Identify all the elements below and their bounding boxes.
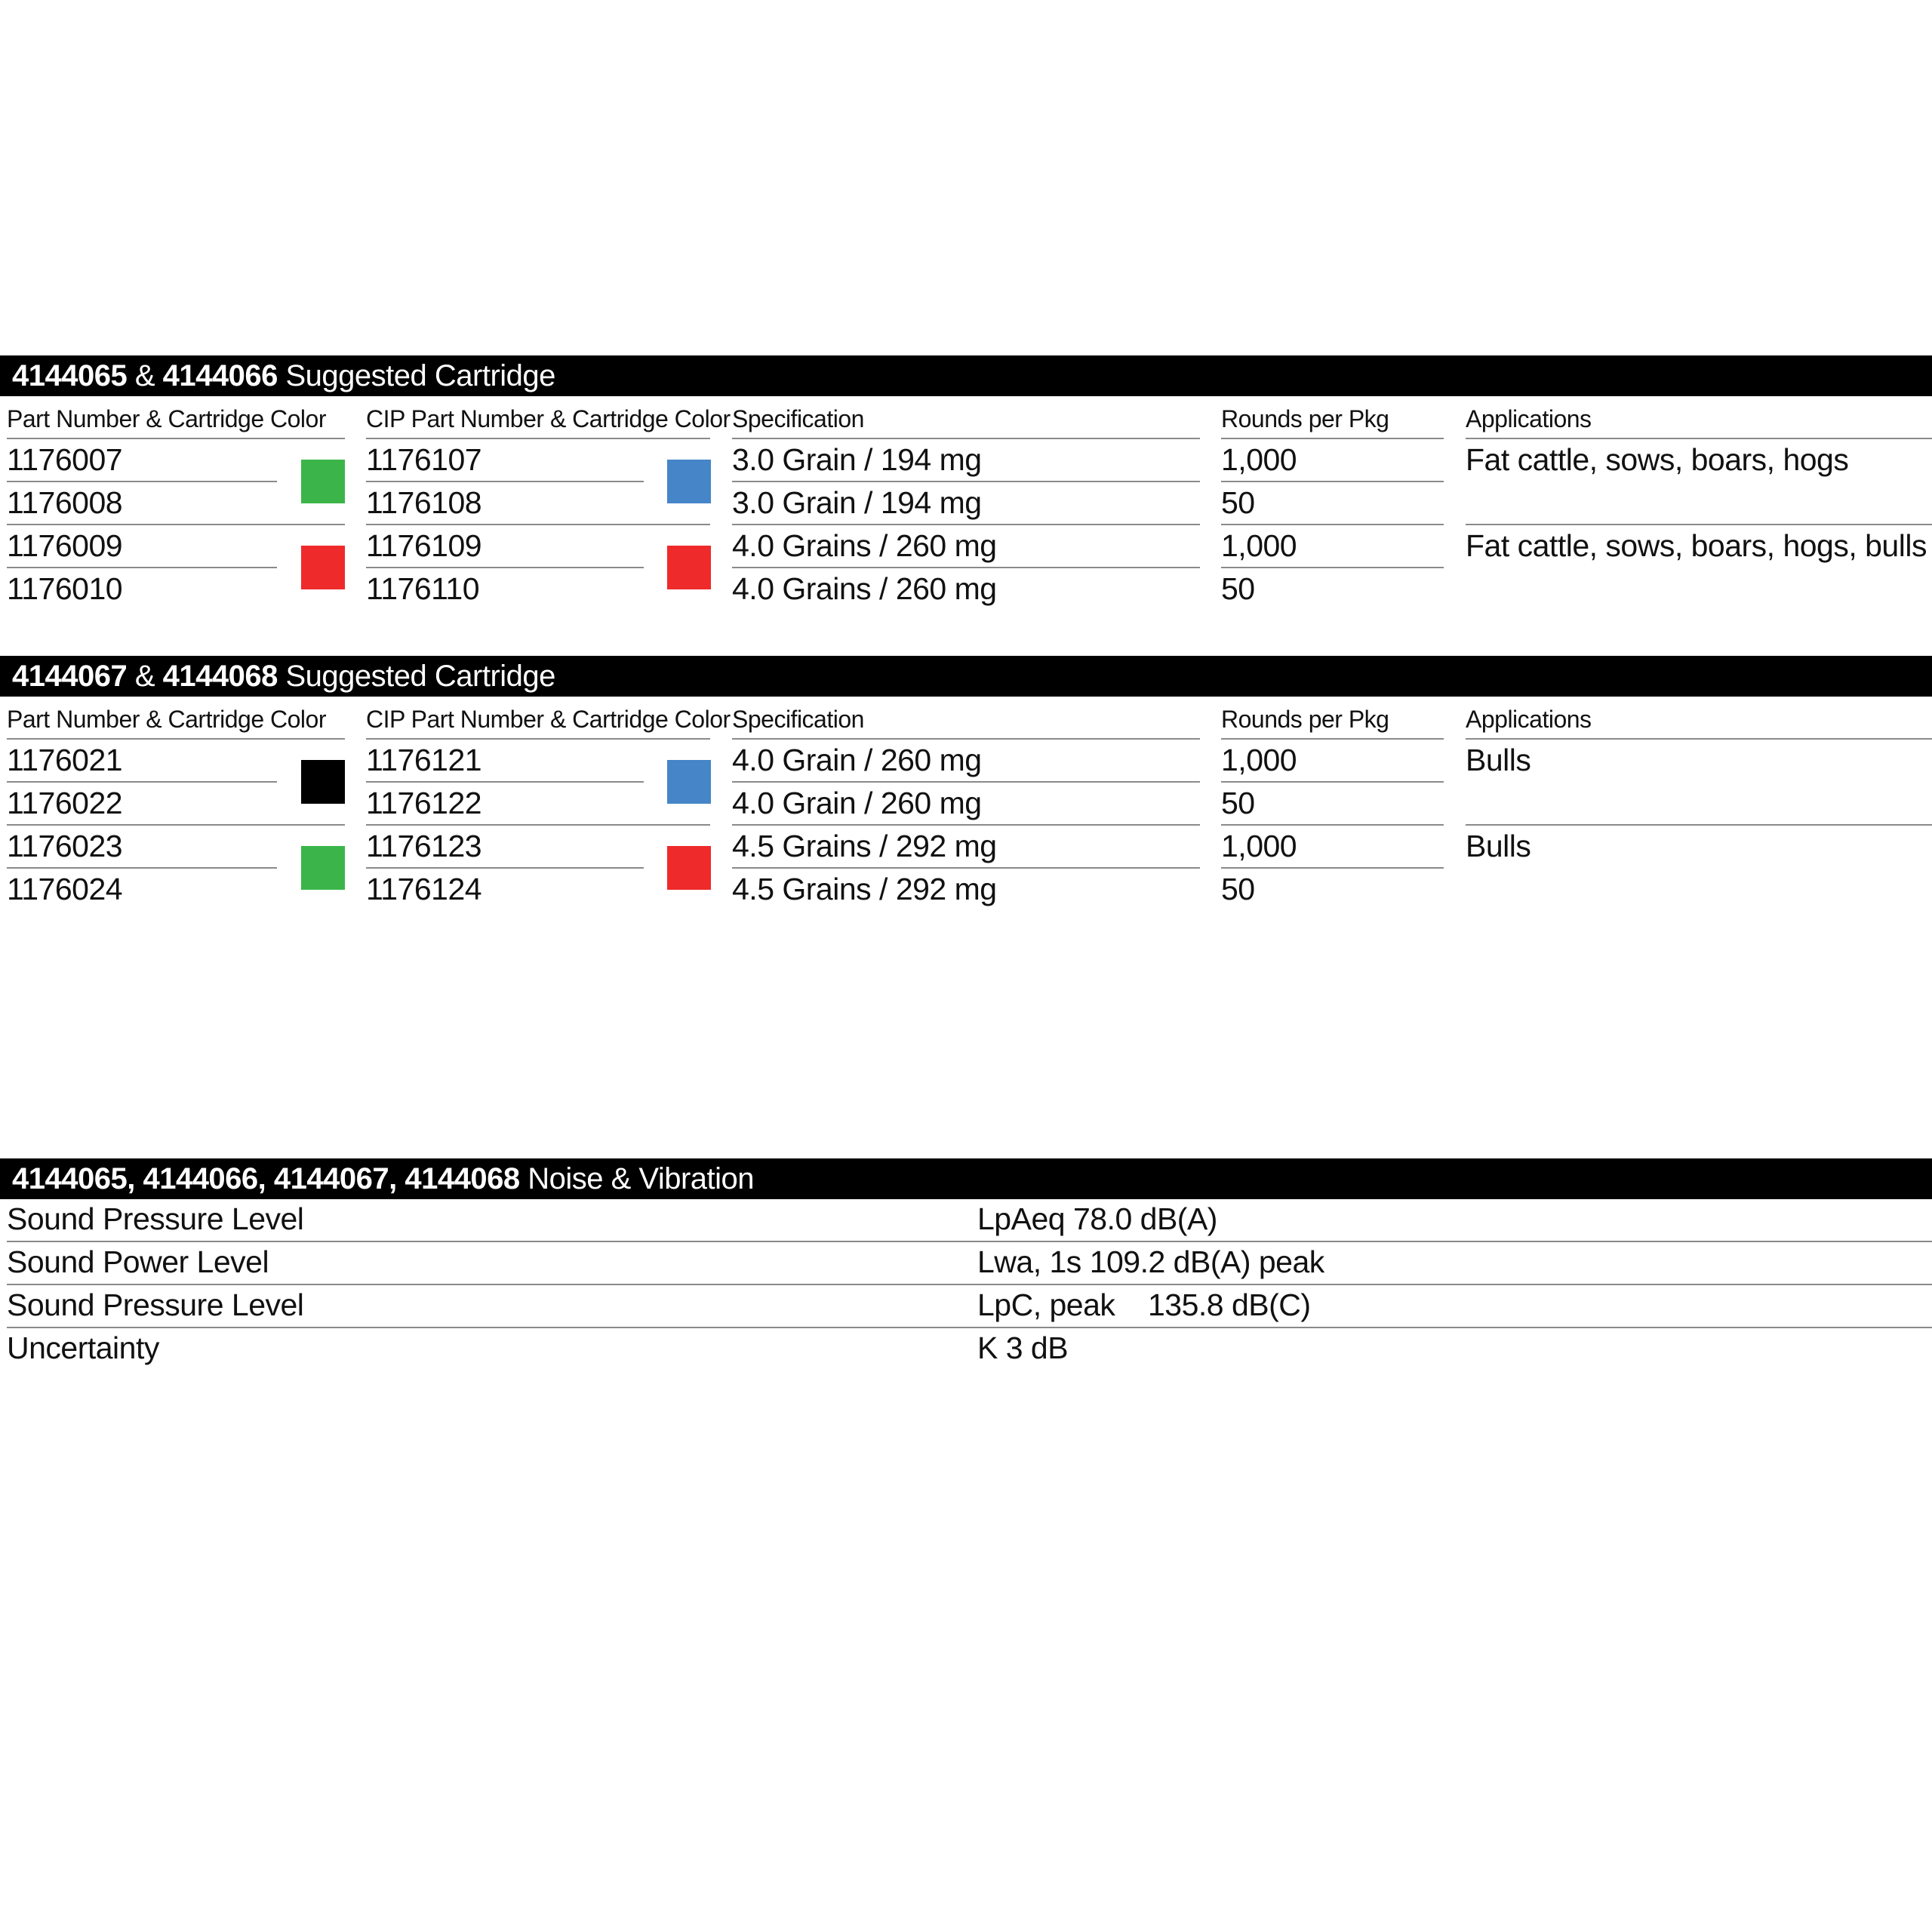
- s2-row3-rounds: 1,000: [1221, 829, 1297, 863]
- s3-row2-value: Lwa, 1s 109.2 dB(A) peak: [977, 1244, 1324, 1279]
- s2-row1-rounds: 1,000: [1221, 743, 1297, 777]
- section1-title-amp: &: [127, 359, 163, 392]
- s3-row3-rule: [7, 1327, 1932, 1328]
- s1-row1-app: Fat cattle, sows, boars, hogs: [1466, 442, 1849, 477]
- s2-row3-spec: 4.5 Grains / 292 mg: [732, 829, 997, 863]
- s1-row1-rounds: 1,000: [1221, 442, 1297, 477]
- s2-header-rule-cip: [366, 738, 710, 740]
- s1-row1-cip: 1176107: [366, 442, 482, 477]
- s2-row1-part: 1176021: [7, 743, 123, 777]
- s2-row2-rule-spec: [732, 824, 1200, 826]
- s1-row1-rule-spec: [732, 481, 1200, 482]
- s1-row2-rule-spec: [732, 524, 1200, 525]
- s1-part-swatch-1: [301, 460, 345, 503]
- s1-row4-spec: 4.0 Grains / 260 mg: [732, 571, 997, 606]
- s2-header-rule-part: [7, 738, 345, 740]
- s1-row1-part: 1176007: [7, 442, 123, 477]
- s2-header-part: Part Number & Cartridge Color: [7, 706, 326, 733]
- s2-header-rounds: Rounds per Pkg: [1221, 706, 1389, 733]
- s2-row3-cip: 1176123: [366, 829, 482, 863]
- section2-title-part-a: 4144067: [12, 660, 128, 693]
- s3-row2-rule: [7, 1284, 1932, 1285]
- s1-row2-rule-part: [7, 524, 345, 525]
- section2-title-part-b: 4144068: [162, 660, 278, 693]
- s2-row2-rule-rounds: [1221, 824, 1444, 826]
- s1-row1-spec: 3.0 Grain / 194 mg: [732, 442, 982, 477]
- s2-row3-app: Bulls: [1466, 829, 1531, 863]
- s2-row3-rule-spec: [732, 867, 1200, 869]
- s1-row2-rounds: 50: [1221, 485, 1255, 520]
- s1-row3-rule-spec: [732, 567, 1200, 568]
- s2-row2-rounds: 50: [1221, 786, 1255, 820]
- section2-title-rest: Suggested Cartridge: [277, 660, 555, 693]
- section2-title-bar: [0, 656, 1932, 697]
- s2-header-rule-apps: [1466, 738, 1932, 740]
- s1-header-part: Part Number & Cartridge Color: [7, 405, 326, 432]
- s1-row2-spec: 3.0 Grain / 194 mg: [732, 485, 982, 520]
- section2-title-amp: &: [127, 660, 163, 693]
- s2-row4-cip: 1176124: [366, 872, 482, 906]
- s1-row2-part: 1176008: [7, 485, 123, 520]
- s2-row2-rule-part: [7, 824, 345, 826]
- s2-header-spec: Specification: [732, 706, 864, 733]
- s1-row4-cip: 1176110: [366, 571, 480, 606]
- section1-title-part-b: 4144066: [162, 359, 278, 392]
- s1-header-rule-cip: [366, 438, 710, 439]
- s1-row3-spec: 4.0 Grains / 260 mg: [732, 528, 997, 563]
- s1-row4-part: 1176010: [7, 571, 123, 606]
- s1-header-rule-part: [7, 438, 345, 439]
- s1-header-rule-apps: [1466, 438, 1932, 439]
- s2-row3-rule-rounds: [1221, 867, 1444, 869]
- s1-header-rule-rounds: [1221, 438, 1444, 439]
- s1-row2-rule-cip: [366, 524, 710, 525]
- s2-row2-cip: 1176122: [366, 786, 482, 820]
- s2-part-swatch-2: [301, 846, 345, 890]
- s2-row2-rule-apps: [1466, 824, 1932, 826]
- s2-row1-rule-part: [7, 781, 277, 783]
- s1-header-spec: Specification: [732, 405, 864, 432]
- section1-title-rest: Suggested Cartridge: [277, 359, 555, 392]
- s1-cip-swatch-1: [667, 460, 711, 503]
- s2-part-swatch-1: [301, 760, 345, 804]
- s2-row3-rule-cip: [366, 867, 644, 869]
- s1-row3-app: Fat cattle, sows, boars, hogs, bulls: [1466, 528, 1927, 563]
- s1-row3-part: 1176009: [7, 528, 123, 563]
- s3-row1-rule: [7, 1241, 1932, 1242]
- s3-row4-label: Uncertainty: [7, 1331, 159, 1365]
- s3-row1-value: LpAeq 78.0 dB(A): [977, 1201, 1217, 1236]
- s1-row3-rule-cip: [366, 567, 644, 568]
- s2-row3-part: 1176023: [7, 829, 123, 863]
- s2-row4-spec: 4.5 Grains / 292 mg: [732, 872, 997, 906]
- s2-row1-spec: 4.0 Grain / 260 mg: [732, 743, 982, 777]
- s2-header-rule-rounds: [1221, 738, 1444, 740]
- s2-cip-swatch-1: [667, 760, 711, 804]
- section1-title-part-a: 4144065: [12, 359, 128, 392]
- s2-row2-spec: 4.0 Grain / 260 mg: [732, 786, 982, 820]
- s2-row4-rounds: 50: [1221, 872, 1255, 906]
- s1-row2-cip: 1176108: [366, 485, 482, 520]
- section3-title-bar: [0, 1158, 1932, 1199]
- s2-row1-cip: 1176121: [366, 743, 482, 777]
- s3-row2-label: Sound Power Level: [7, 1244, 269, 1279]
- section1-title-bar: [0, 355, 1932, 396]
- s2-header-cip: CIP Part Number & Cartridge Color: [366, 706, 731, 733]
- s2-row1-rule-cip: [366, 781, 644, 783]
- s2-cip-swatch-2: [667, 846, 711, 890]
- s2-row1-rule-rounds: [1221, 781, 1444, 783]
- section3-title-rest: Noise & Vibration: [519, 1162, 755, 1195]
- s2-row2-rule-cip: [366, 824, 710, 826]
- s2-row2-part: 1176022: [7, 786, 123, 820]
- s1-row2-rule-rounds: [1221, 524, 1444, 525]
- s1-part-swatch-2: [301, 546, 345, 589]
- s3-row3-value: LpC, peak 135.8 dB(C): [977, 1287, 1311, 1322]
- s1-row1-rule-rounds: [1221, 481, 1444, 482]
- s1-header-apps: Applications: [1466, 405, 1592, 432]
- s1-header-rounds: Rounds per Pkg: [1221, 405, 1389, 432]
- s1-row3-rounds: 1,000: [1221, 528, 1297, 563]
- s1-row1-rule-cip: [366, 481, 644, 482]
- section3-title-parts: 4144065, 4144066, 4144067, 4144068: [12, 1162, 520, 1195]
- s1-row2-rule-apps: [1466, 524, 1932, 525]
- s2-header-rule-spec: [732, 738, 1200, 740]
- s1-row3-rule-part: [7, 567, 277, 568]
- s2-row1-rule-spec: [732, 781, 1200, 783]
- s1-row3-rule-rounds: [1221, 567, 1444, 568]
- s2-row3-rule-part: [7, 867, 277, 869]
- s1-header-cip: CIP Part Number & Cartridge Color: [366, 405, 731, 432]
- s3-row3-label: Sound Pressure Level: [7, 1287, 304, 1322]
- s1-row3-cip: 1176109: [366, 528, 482, 563]
- s1-row1-rule-part: [7, 481, 277, 482]
- s1-header-rule-spec: [732, 438, 1200, 439]
- s2-row1-app: Bulls: [1466, 743, 1531, 777]
- s1-cip-swatch-2: [667, 546, 711, 589]
- s1-row4-rounds: 50: [1221, 571, 1255, 606]
- s3-row4-value: K 3 dB: [977, 1331, 1069, 1365]
- s2-header-apps: Applications: [1466, 706, 1592, 733]
- s2-row4-part: 1176024: [7, 872, 123, 906]
- s3-row1-label: Sound Pressure Level: [7, 1201, 304, 1236]
